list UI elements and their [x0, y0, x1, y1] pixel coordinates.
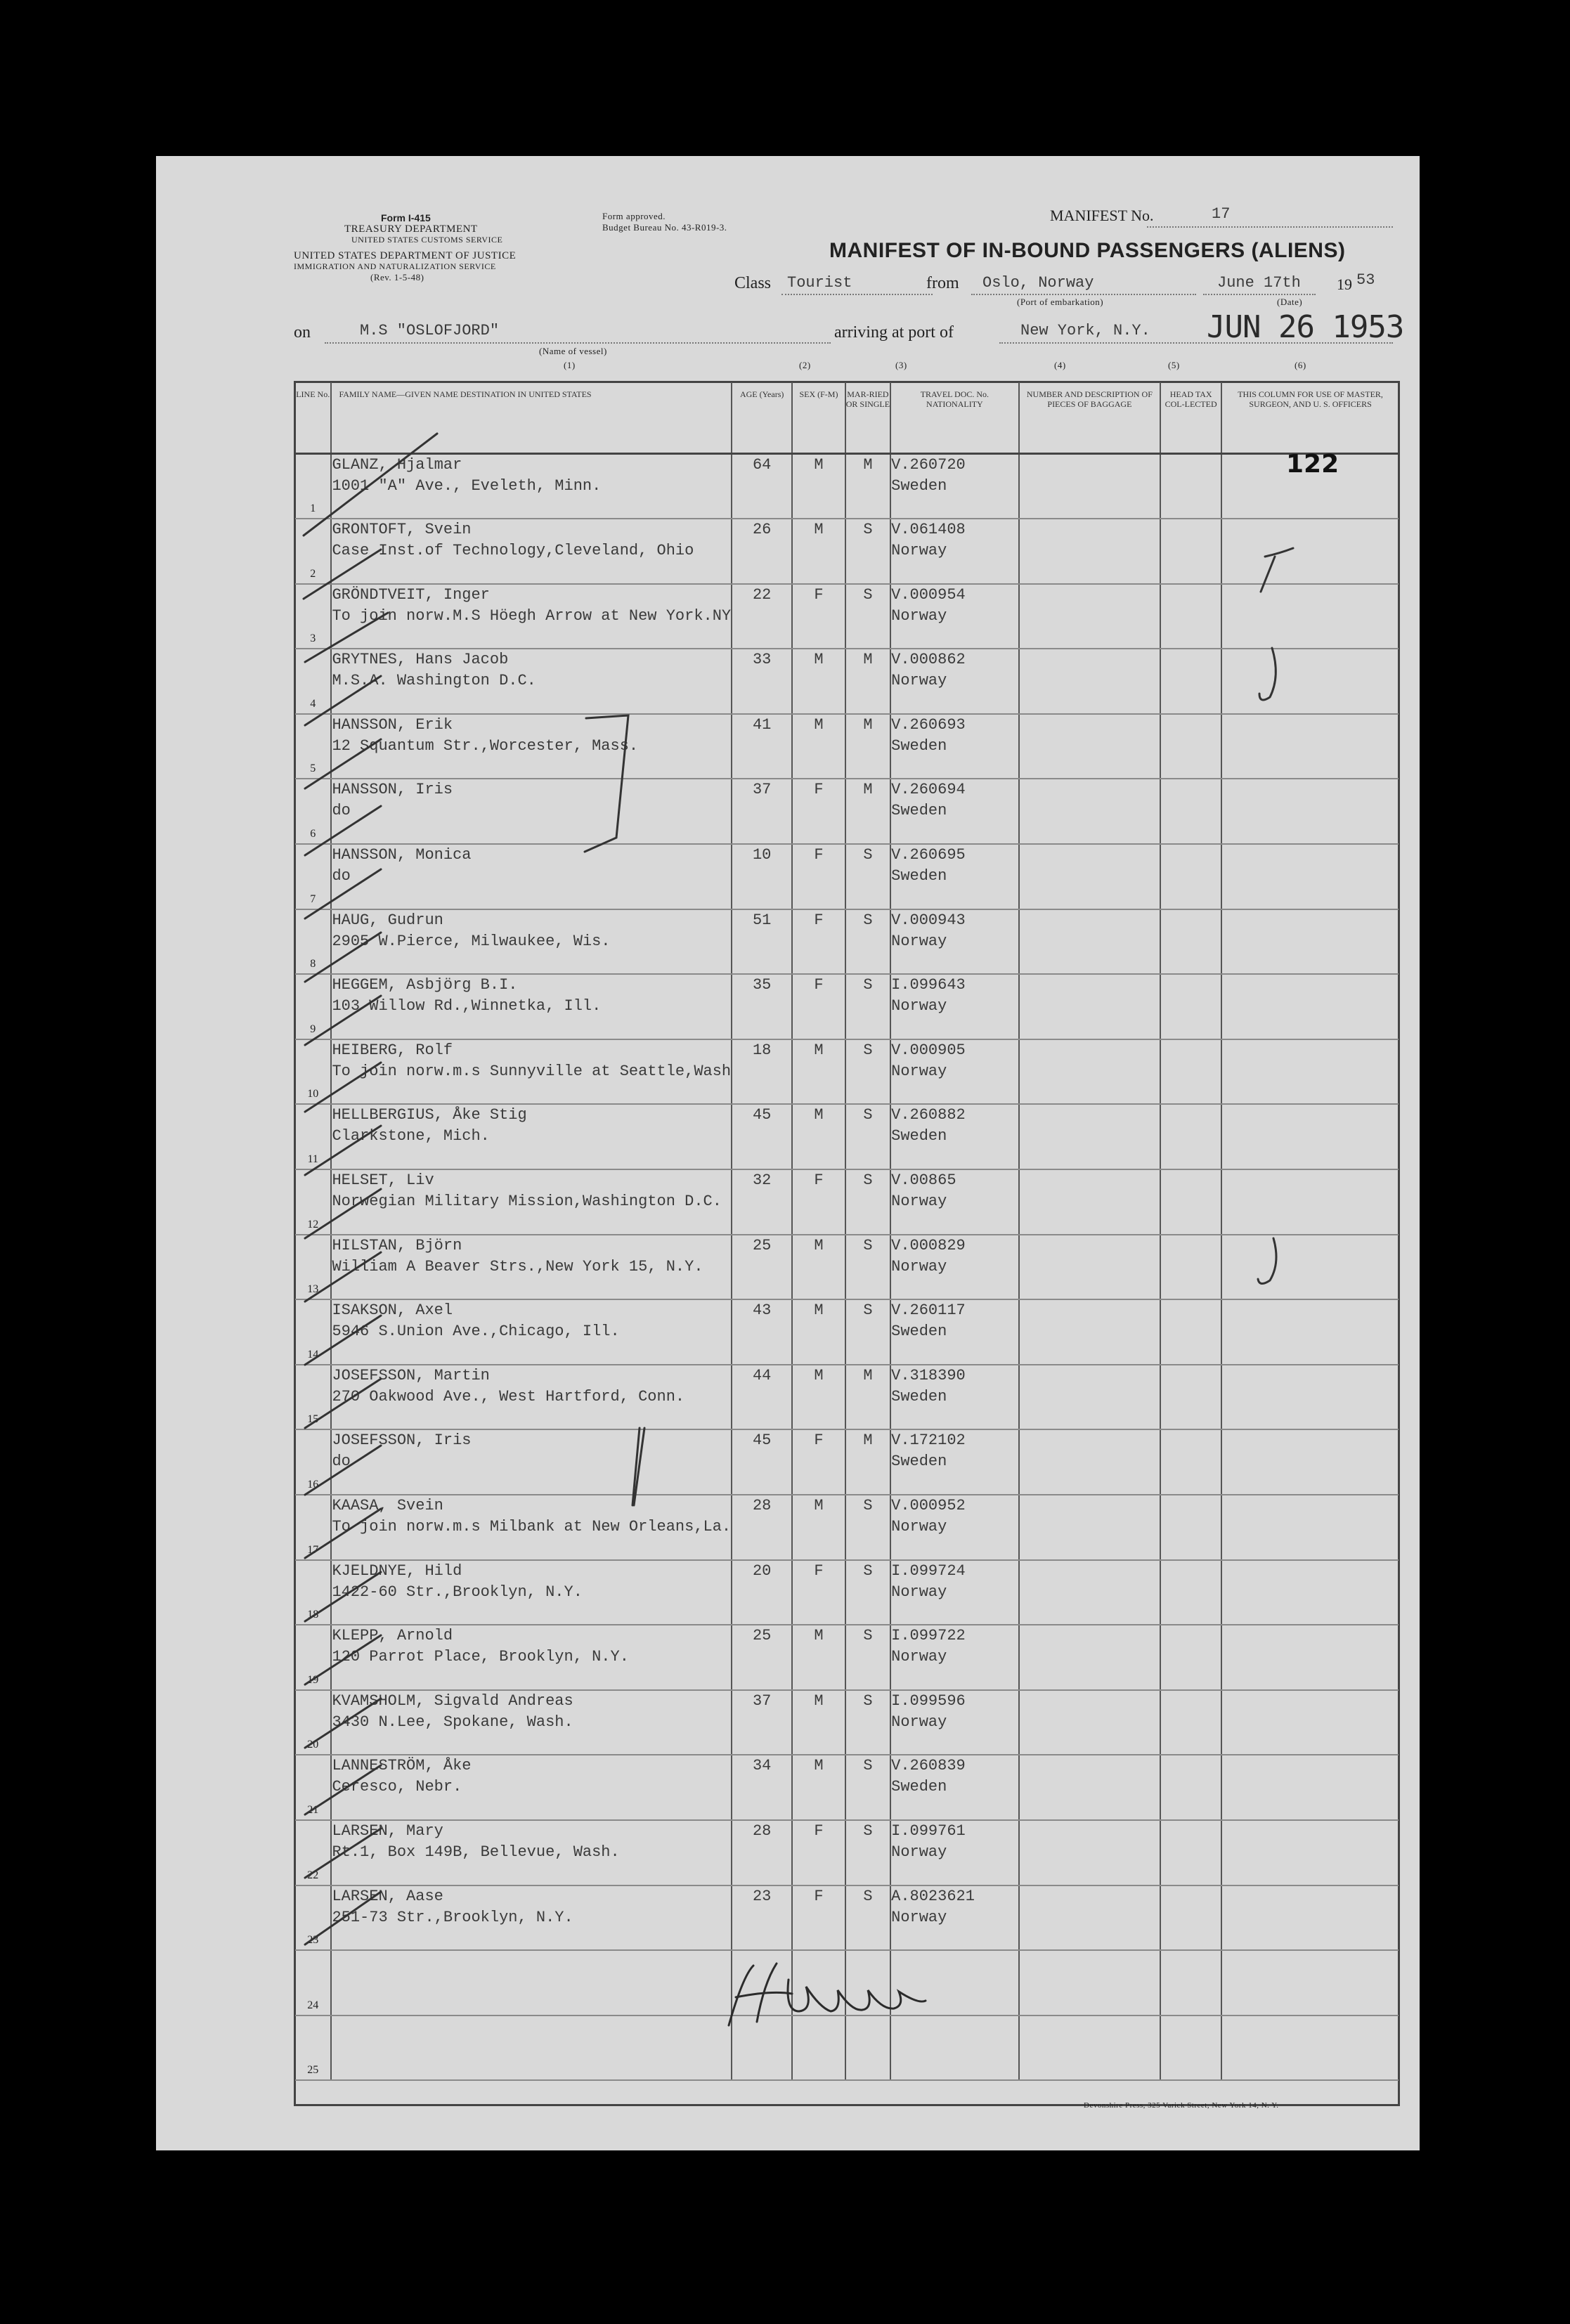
handwritten-marks — [156, 156, 1420, 2150]
printer-footer: Devonshire Press, 325 Varick Street, New York 14, N. Y. — [1084, 2101, 1279, 2110]
class-value: Tourist — [787, 274, 852, 292]
form-approved: Form approved. — [602, 211, 666, 221]
age: 33 — [752, 651, 772, 669]
travel-doc-number: V.260693 — [891, 715, 966, 734]
col-num: (2) — [799, 360, 811, 370]
line-number: 18 — [307, 1609, 319, 1621]
line-number: 7 — [310, 892, 316, 905]
marital-status: S — [863, 1692, 873, 1710]
sex: M — [814, 1236, 824, 1254]
nationality: Sweden — [891, 802, 947, 820]
age: 25 — [752, 1627, 772, 1645]
arrival-date-stamp: JUN 26 1953 — [1207, 309, 1404, 345]
manifest-title: MANIFEST OF IN-BOUND PASSENGERS (ALIENS) — [829, 239, 1346, 262]
age: 37 — [752, 781, 772, 799]
nationality: Sweden — [891, 1778, 947, 1796]
age: 64 — [752, 456, 772, 474]
dept-ins: IMMIGRATION AND NATURALIZATION SERVICE — [294, 261, 496, 271]
travel-doc-number: I.099761 — [891, 1822, 966, 1840]
travel-doc-number: V.000943 — [891, 911, 966, 929]
nationality: Norway — [891, 1518, 947, 1536]
sex: M — [814, 1301, 824, 1320]
line-number: 9 — [310, 1023, 316, 1035]
line-number: 16 — [307, 1479, 319, 1491]
age: 22 — [752, 585, 772, 604]
line-number: 21 — [307, 1803, 319, 1816]
manifest-page — [156, 156, 1420, 2150]
line-number: 2 — [310, 567, 316, 580]
sex: M — [814, 1041, 824, 1059]
col-doc: TRAVEL DOC. No. NATIONALITY — [890, 382, 1019, 454]
sex: M — [814, 1106, 824, 1124]
sex: F — [814, 781, 824, 799]
destination: To join norw.m.s Milbank at New Orleans,La. — [332, 1518, 732, 1536]
col-tax: HEAD TAX COL-LECTED — [1160, 382, 1221, 454]
manifest-number: 17 — [1212, 205, 1231, 223]
age: 28 — [752, 1822, 772, 1840]
destination: 3430 N.Lee, Spokane, Wash. — [332, 1713, 573, 1731]
age: 10 — [752, 846, 772, 864]
travel-doc-number: V.000954 — [891, 585, 966, 604]
passenger-name: KAASA, Svein — [332, 1497, 443, 1514]
travel-doc-number: I.099596 — [891, 1692, 966, 1710]
age: 23 — [752, 1887, 772, 1905]
nationality: Norway — [891, 672, 947, 690]
destination: Norwegian Military Mission,Washington D.C. — [332, 1193, 722, 1211]
col-baggage: NUMBER AND DESCRIPTION OF PIECES OF BAGGAGE — [1019, 382, 1161, 454]
passenger-name: LARSEN, Aase — [332, 1887, 443, 1905]
passenger-name: KLEPP, Arnold — [332, 1627, 453, 1645]
col-num: (5) — [1168, 360, 1180, 370]
destination: Rt.1, Box 149B, Bellevue, Wash. — [332, 1843, 620, 1861]
nationality: Sweden — [891, 1127, 947, 1145]
sex: F — [814, 1432, 824, 1450]
col-age: AGE (Years) — [732, 382, 792, 454]
nationality: Norway — [891, 1583, 947, 1601]
nationality: Norway — [891, 1648, 947, 1666]
passenger-name: KJELDNYE, Hild — [332, 1562, 462, 1580]
marital-status: S — [863, 1822, 873, 1840]
age: 45 — [752, 1106, 772, 1124]
marital-status: S — [863, 1041, 873, 1059]
nationality: Norway — [891, 1062, 947, 1080]
age: 43 — [752, 1301, 772, 1320]
passenger-name: HAUG, Gudrun — [332, 911, 443, 929]
marital-status: M — [863, 651, 873, 669]
marital-status: S — [863, 1236, 873, 1254]
marital-status: S — [863, 1106, 873, 1124]
line-number: 19 — [307, 1673, 319, 1686]
passenger-name: JOSEFSSON, Martin — [332, 1366, 490, 1384]
age: 20 — [752, 1562, 772, 1580]
nationality: Norway — [891, 542, 947, 560]
travel-doc-number: V.061408 — [891, 521, 966, 539]
col-num: (1) — [564, 360, 576, 370]
passenger-name: GRYTNES, Hans Jacob — [332, 651, 509, 669]
age: 26 — [752, 521, 772, 539]
marital-status: M — [863, 781, 873, 799]
travel-doc-number: V.318390 — [891, 1366, 966, 1384]
travel-doc-number: V.000905 — [891, 1041, 966, 1059]
vessel-caption: (Name of vessel) — [539, 346, 607, 356]
nationality: Sweden — [891, 736, 947, 755]
signature-drawing — [715, 1955, 947, 2032]
arrival-port: New York, N.Y. — [1020, 322, 1150, 339]
destination: 270 Oakwood Ave., West Hartford, Conn. — [332, 1387, 685, 1406]
marital-status: S — [863, 846, 873, 864]
arriving-label: arriving at port of — [834, 323, 954, 342]
age: 41 — [752, 715, 772, 734]
sex: F — [814, 846, 824, 864]
destination: 1001 "A" Ave., Eveleth, Minn. — [332, 477, 602, 495]
marital-status: M — [863, 456, 873, 474]
travel-doc-number: A.8023621 — [891, 1887, 975, 1905]
marital-status: M — [863, 715, 873, 734]
sex: M — [814, 1757, 824, 1775]
destination: To join norw.M.S Höegh Arrow at New York.NY — [332, 606, 732, 625]
travel-doc-number: V.000829 — [891, 1236, 966, 1254]
travel-doc-number: I.099724 — [891, 1562, 966, 1580]
travel-doc-number: I.099722 — [891, 1627, 966, 1645]
passenger-name: HANSSON, Erik — [332, 715, 453, 734]
nationality: Sweden — [891, 1323, 947, 1341]
age: 28 — [752, 1497, 772, 1514]
line-number: 4 — [310, 697, 316, 710]
travel-doc-number: V.260882 — [891, 1106, 966, 1124]
passenger-name: GRÖNDTVEIT, Inger — [332, 585, 490, 604]
sex: M — [814, 456, 824, 474]
destination: 2905 W.Pierce, Milwaukee, Wis. — [332, 932, 611, 950]
age: 44 — [752, 1366, 772, 1384]
sex: M — [814, 521, 824, 539]
age: 51 — [752, 911, 772, 929]
manifest-number-label: MANIFEST No. — [1050, 207, 1154, 224]
marital-status: M — [863, 1366, 873, 1384]
sex: F — [814, 1887, 824, 1905]
destination: do — [332, 1453, 351, 1471]
line-number: 11 — [307, 1153, 318, 1166]
age: 45 — [752, 1432, 772, 1450]
col-sex: SEX (F-M) — [792, 382, 845, 454]
nationality: Sweden — [891, 867, 947, 885]
sex: F — [814, 1562, 824, 1580]
dept-customs: UNITED STATES CUSTOMS SERVICE — [351, 235, 503, 245]
passenger-name: HEGGEM, Asbjörg B.I. — [332, 976, 518, 994]
passenger-name: GLANZ, Hjalmar — [332, 456, 462, 474]
travel-doc-number: V.00865 — [891, 1171, 956, 1190]
sex: M — [814, 651, 824, 669]
travel-doc-number: V.000862 — [891, 651, 966, 669]
line-number: 8 — [310, 958, 316, 971]
vessel-name: M.S "OSLOFJORD" — [360, 322, 500, 339]
form-revision: (Rev. 1-5-48) — [370, 272, 424, 283]
travel-doc-number: I.099643 — [891, 976, 966, 994]
line-number: 20 — [307, 1739, 319, 1751]
nationality: Sweden — [891, 477, 947, 495]
embarkation-caption: (Port of embarkation) — [1017, 297, 1104, 307]
marital-status: S — [863, 1757, 873, 1775]
line-number: 25 — [307, 2064, 319, 2077]
col-num: (3) — [895, 360, 907, 370]
sex: M — [814, 715, 824, 734]
nationality: Sweden — [891, 1387, 947, 1406]
travel-doc-number: V.260839 — [891, 1757, 966, 1775]
nationality: Norway — [891, 1843, 947, 1861]
date-value: June 17th — [1217, 274, 1301, 292]
year-prefix: 19 — [1337, 275, 1352, 293]
date-caption: (Date) — [1277, 297, 1303, 307]
line-number: 17 — [307, 1543, 319, 1556]
marital-status: S — [863, 521, 873, 539]
col-married: MAR-RIED OR SINGLE — [845, 382, 890, 454]
travel-doc-number: V.260695 — [891, 846, 966, 864]
destination: do — [332, 867, 351, 885]
nationality: Norway — [891, 932, 947, 950]
col-num: (6) — [1295, 360, 1306, 370]
passenger-name: HEIBERG, Rolf — [332, 1041, 453, 1059]
dept-treasury: TREASURY DEPARTMENT — [344, 223, 478, 235]
marital-status: S — [863, 585, 873, 604]
travel-doc-number: V.172102 — [891, 1432, 966, 1450]
marital-status: S — [863, 1887, 873, 1905]
line-number: 10 — [307, 1088, 319, 1101]
line-number: 3 — [310, 632, 316, 645]
passenger-name: JOSEFSSON, Iris — [332, 1432, 472, 1450]
nationality: Norway — [891, 997, 947, 1015]
nationality: Norway — [891, 1193, 947, 1211]
destination: 1422-60 Str.,Brooklyn, N.Y. — [332, 1583, 583, 1601]
dept-justice: UNITED STATES DEPARTMENT OF JUSTICE — [294, 250, 517, 261]
nationality: Norway — [891, 1908, 947, 1926]
marital-status: S — [863, 1171, 873, 1190]
line-number: 15 — [307, 1413, 319, 1426]
travel-doc-number: V.000952 — [891, 1497, 966, 1514]
sex: F — [814, 1171, 824, 1190]
marital-status: S — [863, 1627, 873, 1645]
col-name: FAMILY NAME—GIVEN NAME DESTINATION IN UNITED STATES — [331, 382, 732, 454]
destination: To join norw.m.s Sunnyville at Seattle,Wash — [332, 1062, 732, 1080]
passenger-name: KVAMSHOLM, Sigvald Andreas — [332, 1692, 573, 1710]
marital-status: M — [863, 1432, 873, 1450]
sex: M — [814, 1692, 824, 1710]
destination: 120 Parrot Place, Brooklyn, N.Y. — [332, 1648, 629, 1666]
marital-status: S — [863, 1497, 873, 1514]
passenger-name: HILSTAN, Björn — [332, 1236, 462, 1254]
travel-doc-number: V.260117 — [891, 1301, 966, 1320]
line-number: 14 — [307, 1348, 319, 1361]
page-number: 122 — [1286, 450, 1339, 479]
age: 35 — [752, 976, 772, 994]
line-number: 24 — [307, 1999, 319, 2011]
nationality: Norway — [891, 1713, 947, 1731]
line-number: 6 — [310, 828, 316, 840]
sex: M — [814, 1366, 824, 1384]
age: 37 — [752, 1692, 772, 1710]
passenger-name: LARSEN, Mary — [332, 1822, 443, 1840]
sex: M — [814, 1497, 824, 1514]
age: 34 — [752, 1757, 772, 1775]
line-number: 13 — [307, 1283, 319, 1296]
line-number: 22 — [307, 1869, 319, 1881]
marital-status: S — [863, 1301, 873, 1320]
class-label: Class — [734, 274, 772, 292]
age: 32 — [752, 1171, 772, 1190]
nationality: Norway — [891, 606, 947, 625]
from-label: from — [926, 274, 959, 292]
passenger-name: HELLBERGIUS, Åke Stig — [332, 1106, 527, 1124]
sex: F — [814, 585, 824, 604]
sex: F — [814, 911, 824, 929]
passenger-name: GRONTOFT, Svein — [332, 521, 472, 539]
travel-doc-number: V.260720 — [891, 456, 966, 474]
marital-status: S — [863, 1562, 873, 1580]
travel-doc-number: V.260694 — [891, 781, 966, 799]
from-value: Oslo, Norway — [982, 274, 1094, 292]
marital-status: S — [863, 911, 873, 929]
destination: 103 Willow Rd.,Winnetka, Ill. — [332, 997, 602, 1015]
passenger-name: HELSET, Liv — [332, 1171, 434, 1190]
destination: do — [332, 802, 351, 820]
budget-bureau: Budget Bureau No. 43-R019-3. — [602, 222, 727, 233]
col-num: (4) — [1054, 360, 1066, 370]
line-number: 1 — [310, 502, 316, 515]
destination: Ceresco, Nebr. — [332, 1778, 462, 1796]
line-number: 12 — [307, 1218, 319, 1231]
destination: 5946 S.Union Ave.,Chicago, Ill. — [332, 1323, 620, 1341]
destination: Case Inst.of Technology,Cleveland, Ohio — [332, 542, 694, 560]
age: 18 — [752, 1041, 772, 1059]
sex: F — [814, 1822, 824, 1840]
passenger-name: LANNESTRÖM, Åke — [332, 1757, 472, 1775]
officer-signature — [715, 1955, 947, 2035]
passenger-name: HANSSON, Iris — [332, 781, 453, 799]
col-officers: THIS COLUMN FOR USE OF MASTER, SURGEON, AND U. S. OFFICERS — [1221, 382, 1399, 454]
destination: Clarkstone, Mich. — [332, 1127, 490, 1145]
line-number: 5 — [310, 762, 316, 775]
form-number: Form I-415 — [381, 212, 431, 223]
on-label: on — [294, 323, 311, 342]
passenger-name: ISAKSON, Axel — [332, 1301, 453, 1320]
destination: 12 Squantum Str.,Worcester, Mass. — [332, 736, 639, 755]
destination: William A Beaver Strs.,New York 15, N.Y. — [332, 1257, 703, 1275]
passenger-name: HANSSON, Monica — [332, 846, 472, 864]
col-line: LINE No. — [295, 382, 331, 454]
line-number: 23 — [307, 1934, 319, 1947]
nationality: Sweden — [891, 1453, 947, 1471]
age: 25 — [752, 1236, 772, 1254]
destination: 251-73 Str.,Brooklyn, N.Y. — [332, 1908, 573, 1926]
sex: F — [814, 976, 824, 994]
nationality: Norway — [891, 1257, 947, 1275]
sex: M — [814, 1627, 824, 1645]
destination: M.S.A. Washington D.C. — [332, 672, 536, 690]
year-suffix: 53 — [1356, 271, 1375, 289]
marital-status: S — [863, 976, 873, 994]
